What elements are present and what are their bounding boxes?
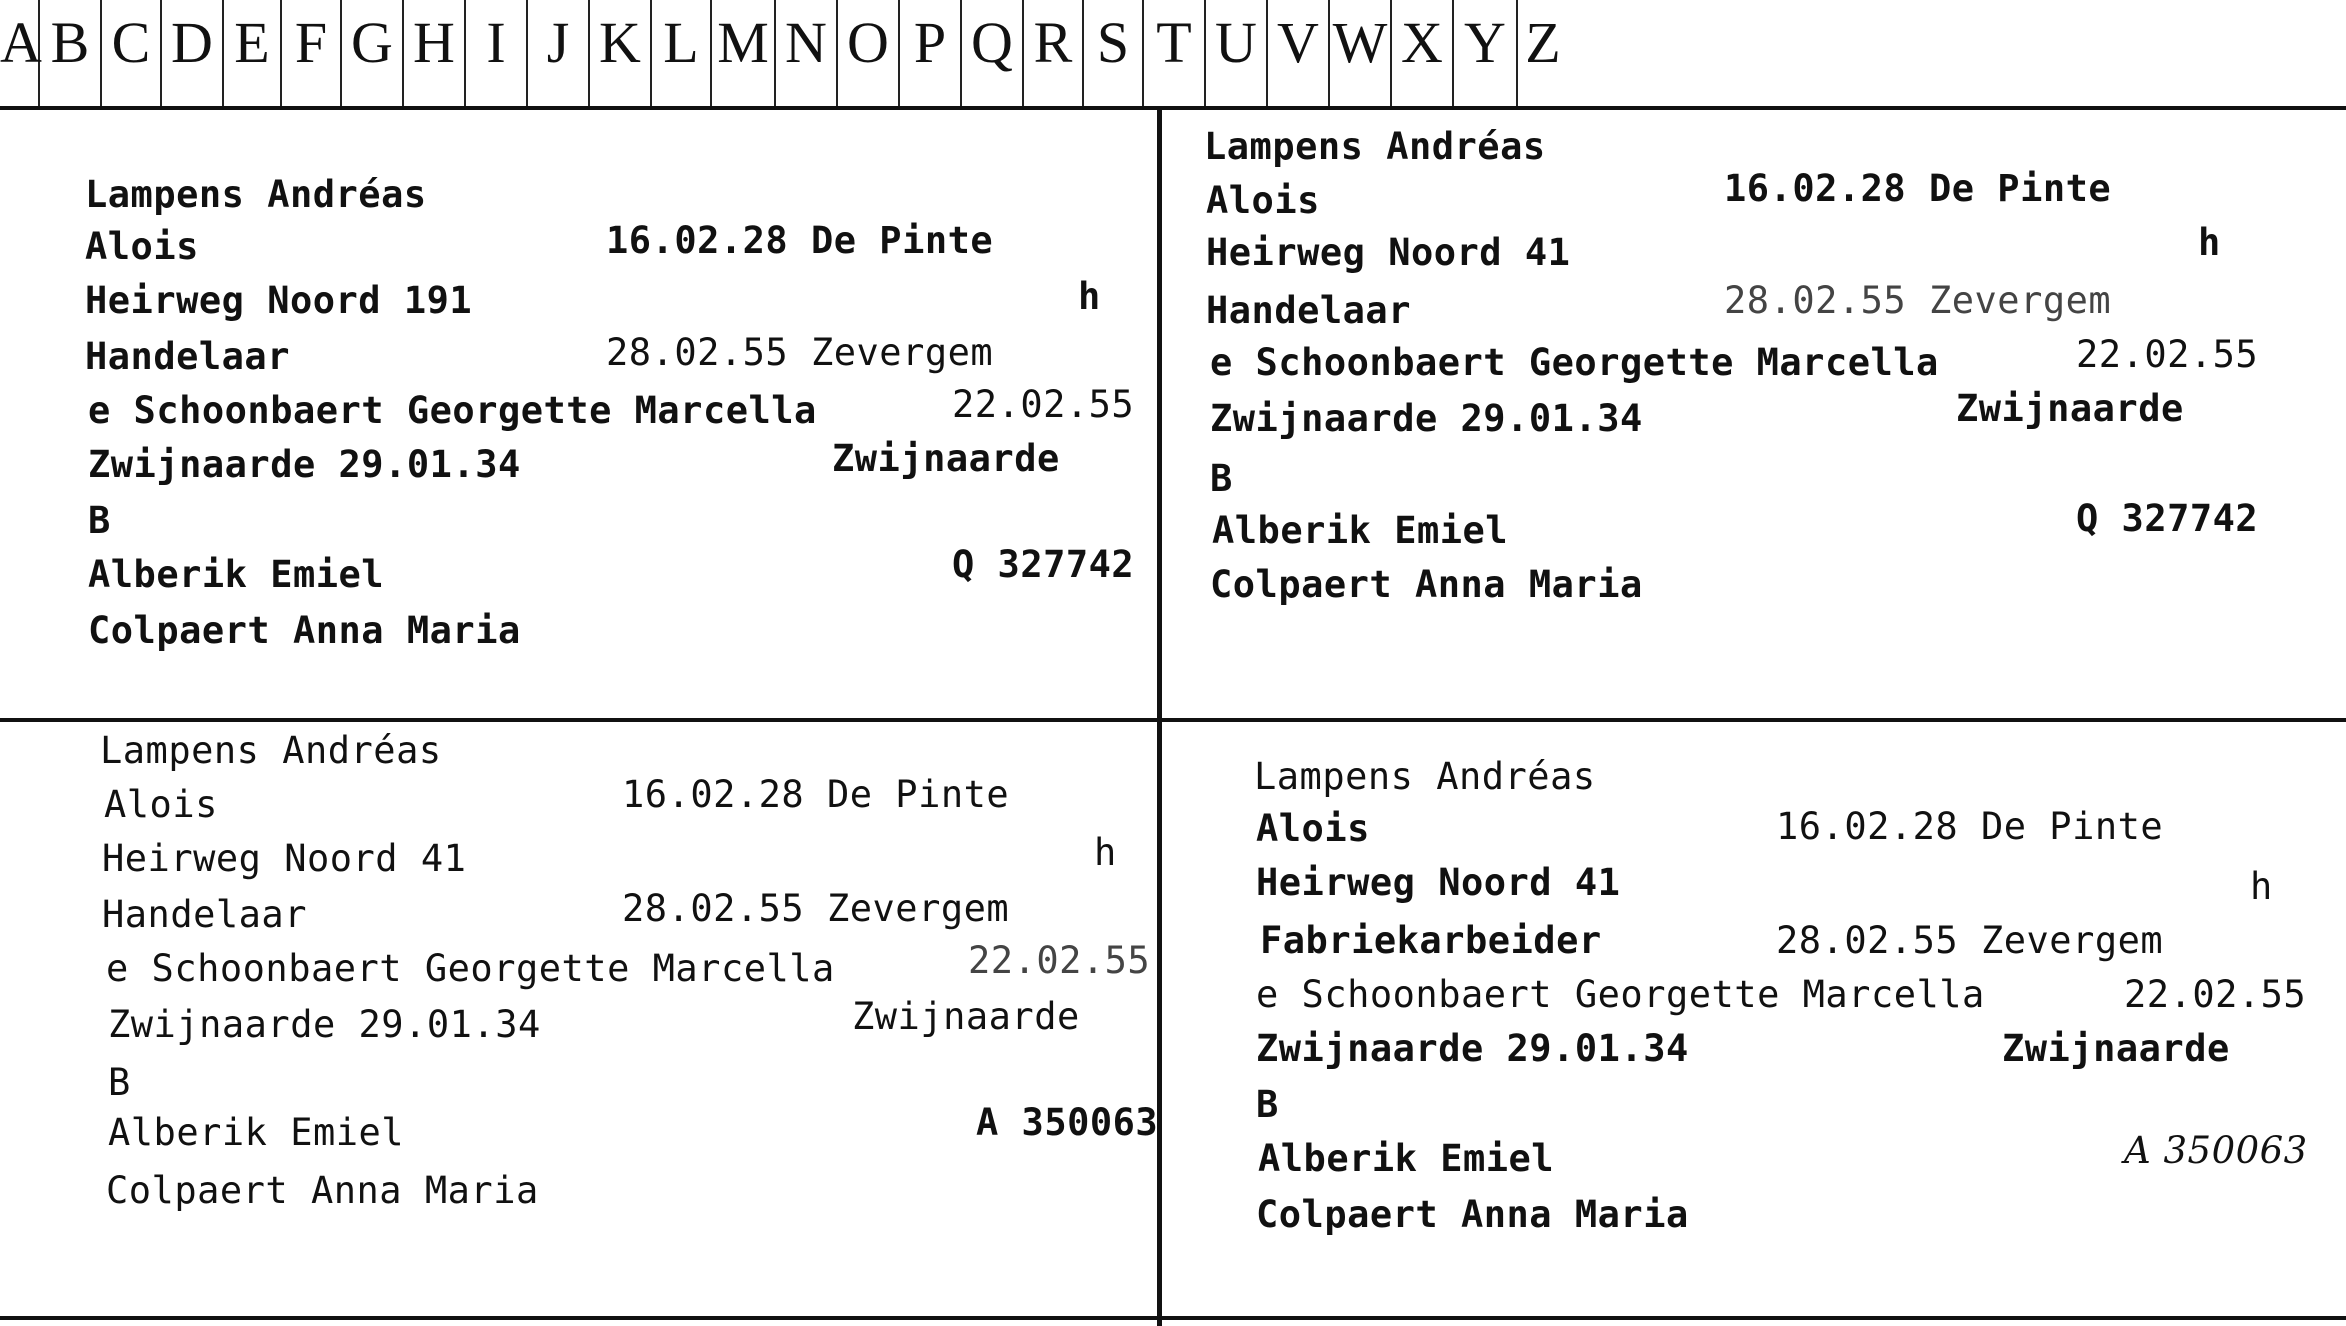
alphabet-index-bar	[0, 0, 2346, 110]
card-birth-date-place: 16.02.28 De Pinte	[622, 773, 1010, 816]
alphabet-letter-n: N	[776, 0, 838, 106]
alphabet-letter-l: L	[652, 0, 712, 106]
card-marriage-place: Zwijnaarde	[2002, 1027, 2230, 1070]
alphabet-letter-d: D	[162, 0, 224, 106]
card-father: Alberik Emiel	[88, 553, 385, 596]
card-spouse: e Schoonbaert Georgette Marcella	[1256, 973, 1985, 1016]
card-marriage-date: 22.02.55	[2124, 973, 2307, 1016]
card-id-number: A 350063	[976, 1101, 1159, 1144]
middle-divider-right	[1160, 718, 2346, 722]
alphabet-letter-y: Y	[1454, 0, 1518, 106]
card-id-number: Q 327742	[2076, 497, 2259, 540]
card-spouse: e Schoonbaert Georgette Marcella	[1210, 341, 1939, 384]
card-registration-date-place: 28.02.55 Zevergem	[622, 887, 1010, 930]
card-marriage-place: Zwijnaarde	[852, 995, 1080, 1038]
card-mark: h	[2198, 221, 2221, 264]
card-name: Lampens Andréas	[85, 173, 427, 216]
alphabet-letter-q: Q	[962, 0, 1024, 106]
card-marriage-date: 22.02.55	[2076, 333, 2259, 376]
alphabet-letter-t: T	[1144, 0, 1206, 106]
card-id-number-handwritten: A 350063	[2124, 1129, 2308, 1172]
card-mother: Colpaert Anna Maria	[1210, 563, 1643, 606]
card-marriage-date: 22.02.55	[968, 939, 1151, 982]
card-birth-date-place: 16.02.28 De Pinte	[1776, 805, 2164, 848]
alphabet-letter-o: O	[838, 0, 900, 106]
middle-divider-left	[0, 718, 1160, 722]
card-mark: h	[1078, 275, 1101, 318]
alphabet-letter-g: G	[342, 0, 404, 106]
card-occupation: Handelaar	[1206, 289, 1411, 332]
card-id-number: Q 327742	[952, 543, 1135, 586]
card-registration-date-place: 28.02.55 Zevergem	[1724, 279, 2112, 322]
card-marriage-date: 22.02.55	[952, 383, 1135, 426]
card-first-name: Alois	[1256, 807, 1370, 850]
alphabet-letter-u: U	[1206, 0, 1268, 106]
card-nationality: B	[108, 1061, 131, 1104]
card-marriage-place: Zwijnaarde	[832, 437, 1060, 480]
card-spouse: e Schoonbaert Georgette Marcella	[106, 947, 835, 990]
card-mother: Colpaert Anna Maria	[1256, 1193, 1689, 1236]
alphabet-letter-h: H	[404, 0, 466, 106]
alphabet-letter-f: F	[282, 0, 342, 106]
card-mother: Colpaert Anna Maria	[88, 609, 521, 652]
card-spouse-birth: Zwijnaarde 29.01.34	[88, 443, 521, 486]
alphabet-letter-b: B	[40, 0, 102, 106]
alphabet-letter-s: S	[1084, 0, 1144, 106]
card-first-name: Alois	[104, 783, 218, 826]
card-birth-date-place: 16.02.28 De Pinte	[1724, 167, 2112, 210]
card-father: Alberik Emiel	[108, 1111, 405, 1154]
card-occupation: Handelaar	[102, 893, 307, 936]
alphabet-letter-z: Z	[1525, 10, 1561, 75]
alphabet-letter-m: M	[712, 0, 776, 106]
alphabet-letter-k: K	[590, 0, 652, 106]
card-marriage-place: Zwijnaarde	[1956, 387, 2184, 430]
card-occupation: Handelaar	[85, 335, 290, 378]
alphabet-letter-a: A	[0, 0, 40, 106]
alphabet-letter-j: J	[528, 0, 590, 106]
card-registration-date-place: 28.02.55 Zevergem	[606, 331, 994, 374]
card-spouse-birth: Zwijnaarde 29.01.34	[1256, 1027, 1689, 1070]
alphabet-letter-e: E	[224, 0, 282, 106]
alphabet-letter-i: I	[466, 0, 528, 106]
alphabet-letter-x: X	[1392, 0, 1454, 106]
card-birth-date-place: 16.02.28 De Pinte	[606, 219, 994, 262]
alphabet-letter-w: W	[1330, 0, 1392, 106]
card-nationality: B	[88, 499, 111, 542]
card-father: Alberik Emiel	[1258, 1137, 1555, 1180]
card-spouse-birth: Zwijnaarde 29.01.34	[108, 1003, 541, 1046]
card-mother: Colpaert Anna Maria	[106, 1169, 539, 1212]
alphabet-letter-c: C	[102, 0, 162, 106]
card-address: Heirweg Noord 191	[85, 279, 473, 322]
card-name: Lampens Andréas	[100, 729, 442, 772]
card-mark: h	[1094, 831, 1117, 874]
card-spouse-birth: Zwijnaarde 29.01.34	[1210, 397, 1643, 440]
card-address: Heirweg Noord 41	[102, 837, 467, 880]
alphabet-letter-p: P	[900, 0, 962, 106]
card-first-name: Alois	[1206, 179, 1320, 222]
card-name: Lampens Andréas	[1204, 125, 1546, 168]
alphabet-letter-v: V	[1268, 0, 1330, 106]
card-nationality: B	[1210, 457, 1233, 500]
card-spouse: e Schoonbaert Georgette Marcella	[88, 389, 817, 432]
card-father: Alberik Emiel	[1212, 509, 1509, 552]
card-registration-date-place: 28.02.55 Zevergem	[1776, 919, 2164, 962]
bottom-border	[0, 1316, 2346, 1320]
card-address: Heirweg Noord 41	[1256, 861, 1621, 904]
card-name: Lampens Andréas	[1254, 755, 1596, 798]
alphabet-letter-r: R	[1024, 0, 1084, 106]
card-occupation: Fabriekarbeider	[1260, 919, 1602, 962]
card-mark: h	[2250, 865, 2273, 908]
card-address: Heirweg Noord 41	[1206, 231, 1571, 274]
card-first-name: Alois	[85, 225, 199, 268]
card-nationality: B	[1256, 1083, 1279, 1126]
